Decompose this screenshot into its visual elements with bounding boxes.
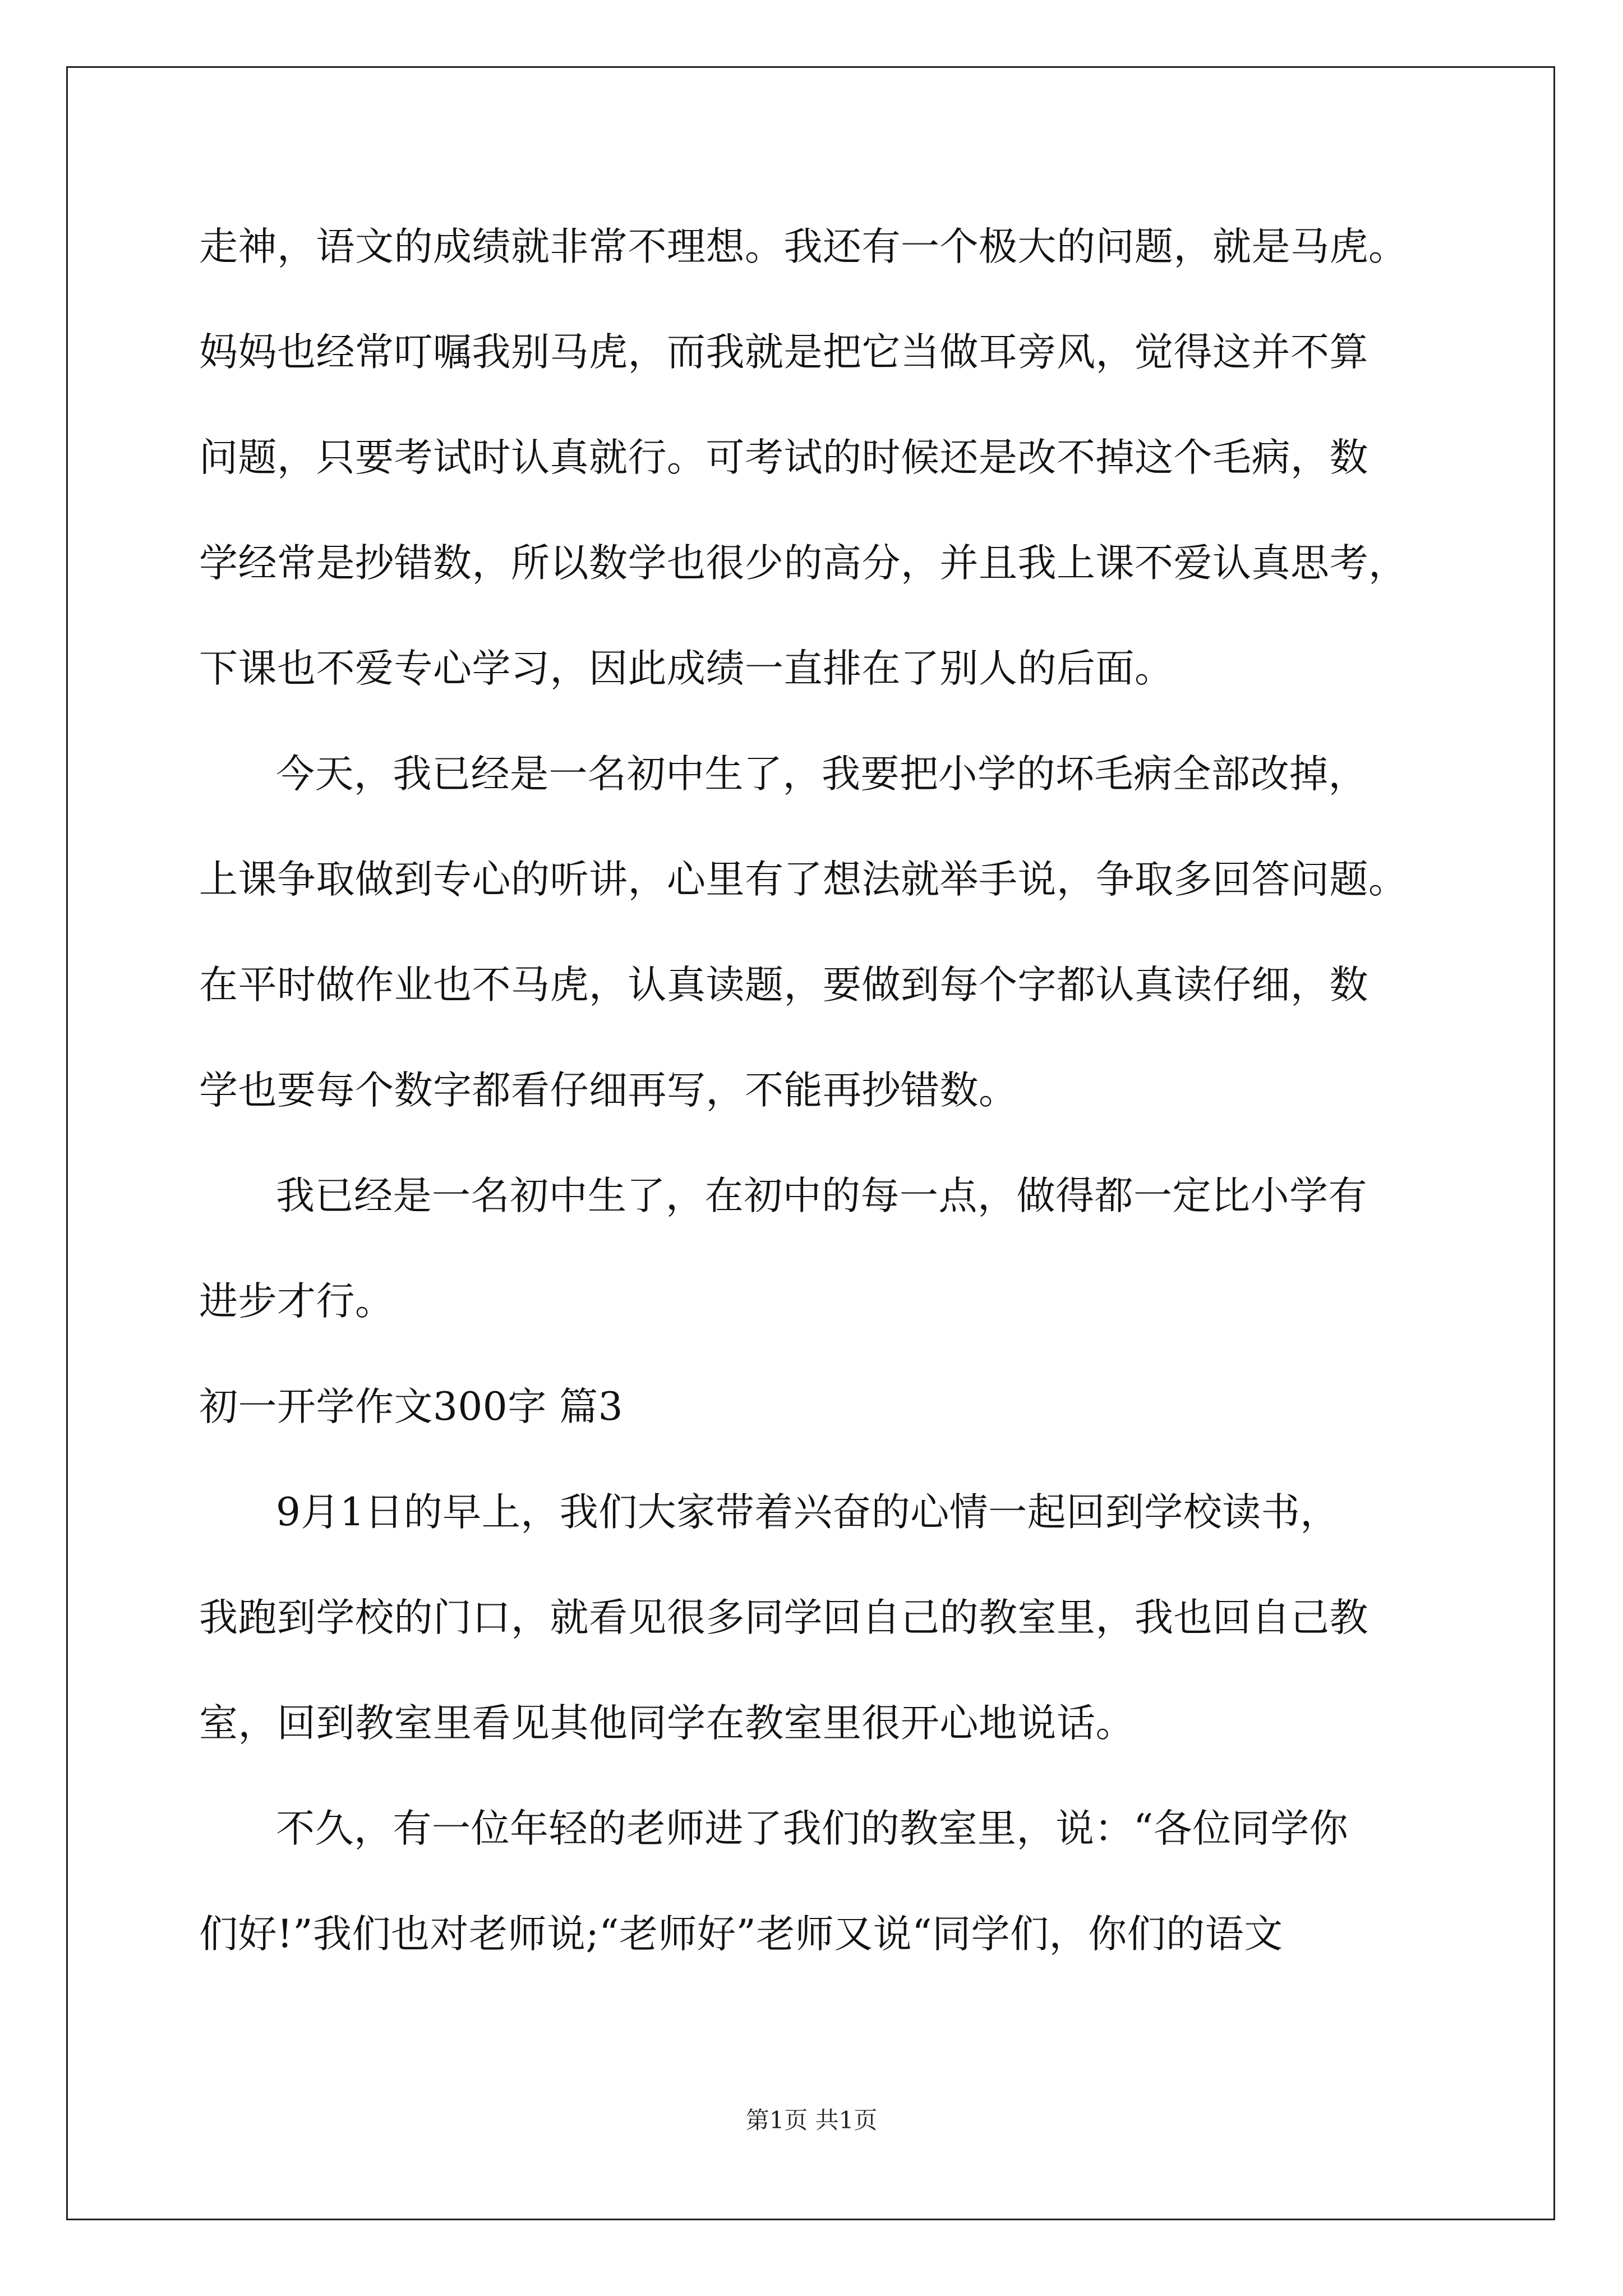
text-line: 在平时做作业也不马虎，认真读题，要做到每个字都认真读仔细，数	[199, 963, 1368, 1007]
text-line: 问题，只要考试时认真就行。可考试的时候还是改不掉这个毛病，数	[199, 435, 1368, 480]
text-line: 室，回到教室里看见其他同学在教室里很开心地说话。	[199, 1701, 1135, 1746]
text-line: 我跑到学校的门口，就看见很多同学回自己的教室里，我也回自己教	[199, 1595, 1368, 1640]
paragraph-first-line: 今天，我已经是一名初中生了，我要把小学的坏毛病全部改掉，	[276, 752, 1367, 797]
text-line: 学也要每个数字都看仔细再写，不能再抄错数。	[199, 1068, 1018, 1113]
paragraph-first-line: 9月1日的早上，我们大家带着兴奋的心情一起回到学校读书，	[276, 1490, 1339, 1535]
text-line: 下课也不爱专心学习，因此成绩一直排在了别人的后面。	[199, 646, 1174, 691]
text-line: 们好!”我们也对老师说;“老师好”老师又说“同学们，你们的语文	[199, 1912, 1283, 1957]
paragraph-first-line: 我已经是一名初中生了，在初中的每一点，做得都一定比小学有	[276, 1174, 1367, 1218]
paragraph-first-line: 不久，有一位年轻的老师进了我们的教室里，说：“各位同学你	[276, 1806, 1349, 1851]
page-number-footer: 第1页 共1页	[745, 2106, 878, 2134]
text-line: 走神，语文的成绩就非常不理想。我还有一个极大的问题，就是马虎。	[199, 224, 1408, 269]
section-heading: 初一开学作文300字 篇3	[199, 1384, 624, 1429]
text-line: 进步才行。	[199, 1279, 394, 1324]
page-border	[66, 66, 1555, 2220]
text-line: 学经常是抄错数，所以数学也很少的高分，并且我上课不爱认真思考，	[199, 541, 1408, 586]
text-line: 上课争取做到专心的听讲，心里有了想法就举手说，争取多回答问题。	[199, 857, 1408, 902]
text-line: 妈妈也经常叮嘱我别马虎，而我就是把它当做耳旁风，觉得这并不算	[199, 330, 1368, 375]
